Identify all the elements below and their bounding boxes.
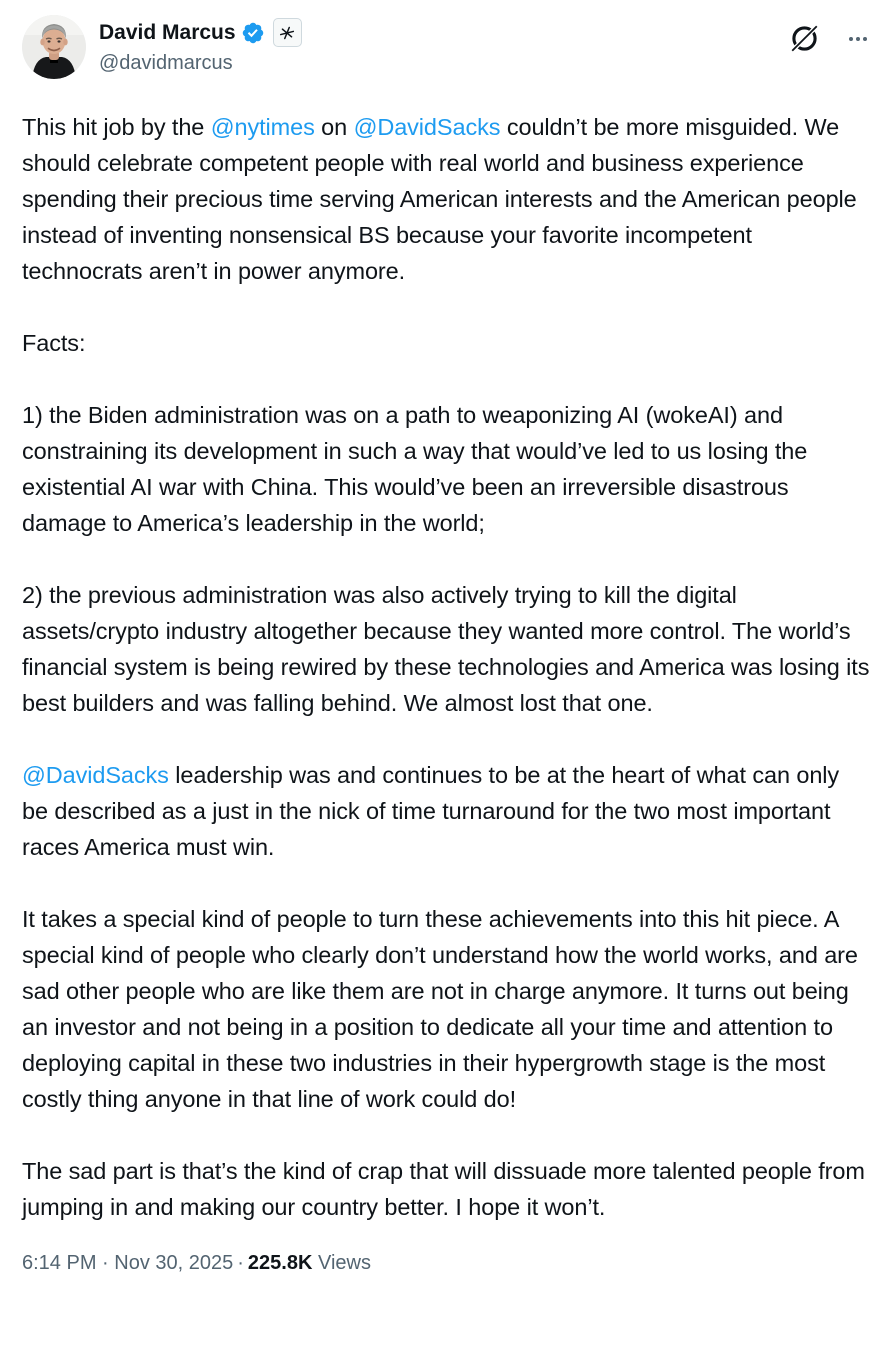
more-icon[interactable] — [846, 27, 870, 51]
timestamp: 6:14 PM · Nov 30, 2025 — [22, 1252, 234, 1274]
tweet-paragraph: 2) the previous administration was also actively trying to kill the digital assets/crypto industry altogether because they wanted more control. The world’s financial system is being rewired by these technologies and America was losing its best builders and was falling behind. We almost lost that one. — [22, 582, 870, 716]
mention-link[interactable]: @DavidSacks — [22, 762, 169, 788]
user-identity — [99, 15, 302, 75]
user-handle: @davidmarcus — [99, 52, 233, 74]
tweet-header — [22, 15, 870, 81]
tweet-paragraph: It takes a special kind of people to turn these achievements into this hit piece. A special kind of people who clearly don’t understand how the world works, and are sad other people who are like them are not in charge anymore. It turns out being an investor and not being in a position to dedicate all your time and attention to deploying capital in these two industries in their hypergrowth stage is the most costly thing anyone in that line of work could do! — [22, 906, 858, 1112]
mention-link[interactable]: @DavidSacks — [353, 114, 501, 140]
tweet-text — [22, 109, 870, 1225]
avatar[interactable] — [22, 15, 86, 79]
views-label: Views — [317, 1252, 371, 1274]
tweet-paragraph: 1) the Biden administration was on a path to weaponizing AI (wokeAI) and constraining its development in such a way that would’ve led to us losing the existential AI war with China. This would’ve been an irreversible disastrous damage to America’s leadership in the world; — [22, 402, 808, 536]
display-name[interactable]: David Marcus — [99, 20, 236, 44]
views-count: 225.8K — [247, 1252, 313, 1274]
tweet-meta — [22, 1251, 870, 1276]
grok-icon[interactable] — [789, 23, 820, 54]
meta-separator: · — [237, 1252, 244, 1274]
affiliate-badge[interactable] — [273, 18, 302, 47]
tweet-paragraph: The sad part is that’s the kind of crap that will dissuade more talented people from jumping in and making our country better. I hope it won’t. — [22, 1158, 865, 1220]
tweet-paragraph: Facts: — [22, 330, 86, 356]
tweet-paragraph: This hit job by the @nytimes on @DavidSacks couldn’t be more misguided. We should celebrate competent people with real world and business experience spending their precious time serving American interests and the American people instead of inventing nonsensical BS because your favorite incompetent technocrats aren’t in power anymore. — [22, 114, 857, 284]
tweet-paragraph: @DavidSacks leadership was and continues to be at the heart of what can only be described as a just in the nick of time turnaround for the two most important races America must win. — [22, 762, 840, 860]
avatar-portrait-image — [22, 15, 86, 79]
mention-link[interactable]: @nytimes — [210, 114, 315, 140]
asterisk-logo-icon — [279, 25, 295, 41]
verified-badge-icon — [241, 21, 265, 45]
